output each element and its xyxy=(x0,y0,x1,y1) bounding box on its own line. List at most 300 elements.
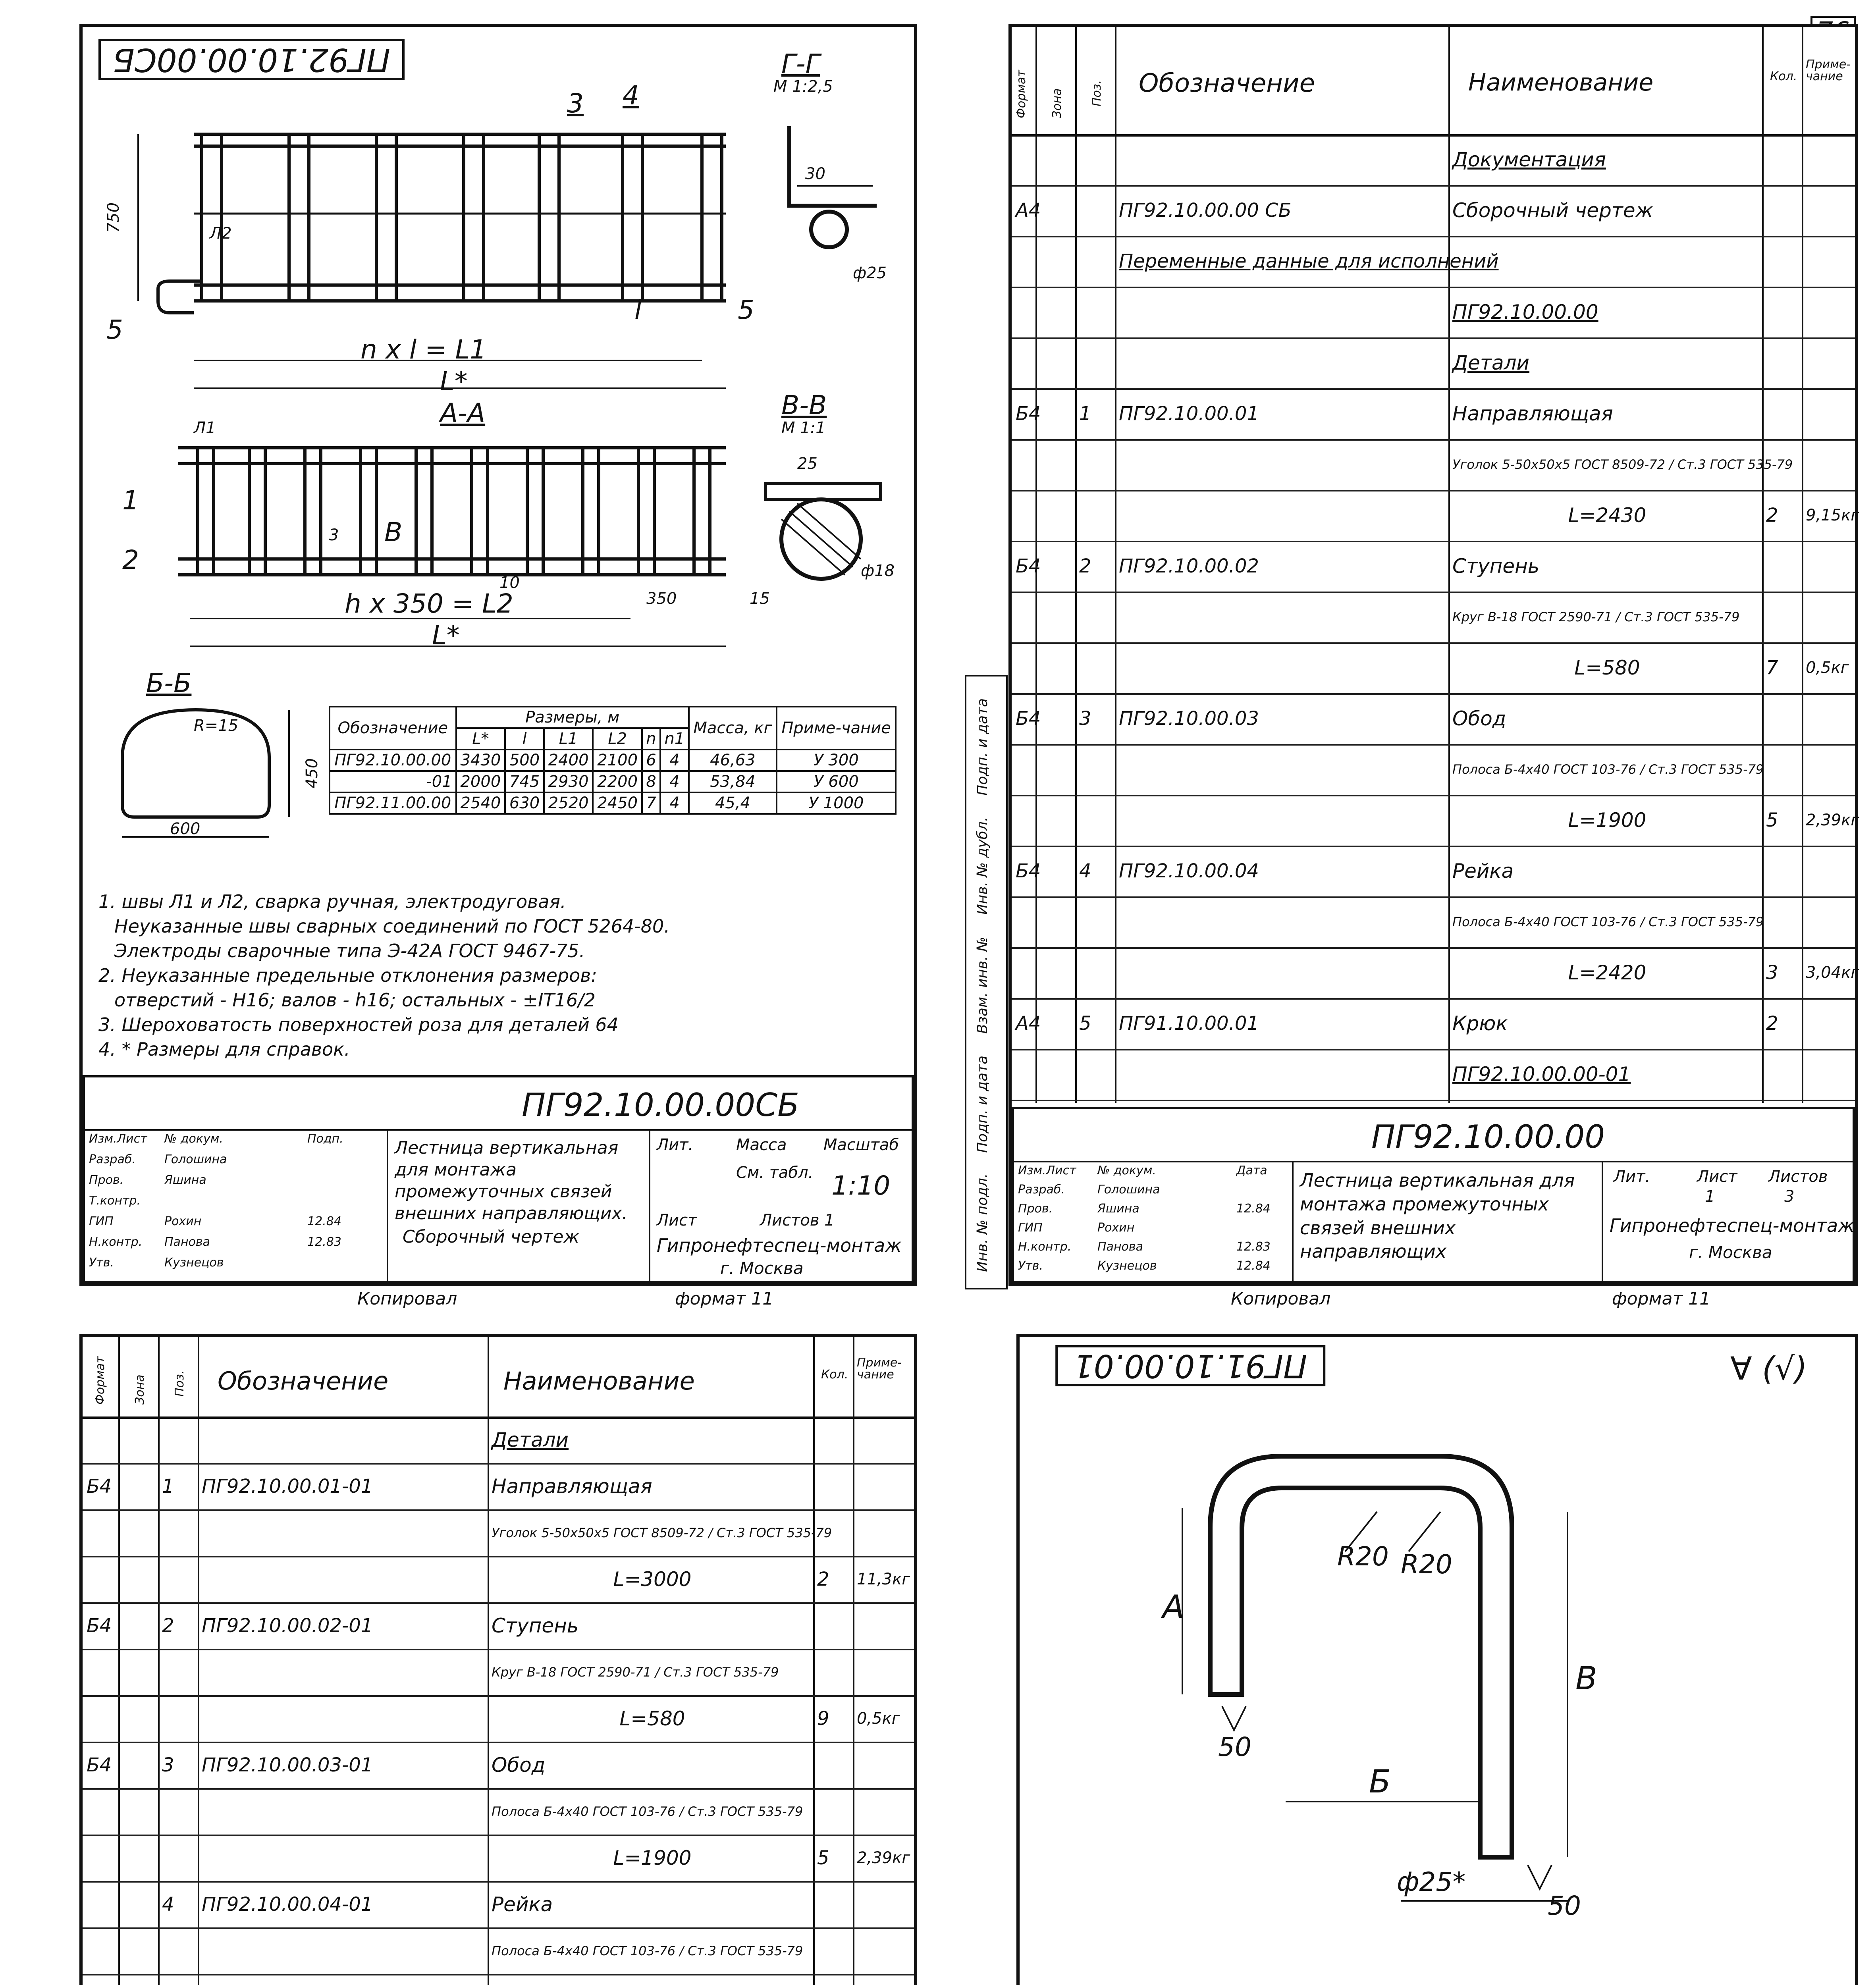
spec-cell xyxy=(1802,896,1855,947)
spec-cell xyxy=(1115,134,1448,185)
sheets-label: Листов 1 xyxy=(760,1211,835,1230)
spec-cell: ПГ91.10.00.01 xyxy=(1119,1012,1259,1035)
spec-cell: 2 xyxy=(162,1614,174,1637)
spec-cell: 1 xyxy=(162,1475,174,1497)
cell: У 1000 xyxy=(777,792,896,814)
spec-header xyxy=(83,1337,914,1419)
spec-cell xyxy=(1802,134,1855,185)
dim-v: В xyxy=(1575,1660,1597,1697)
spec-cell: А4 xyxy=(1016,1012,1041,1035)
spec-cell xyxy=(853,1974,914,1985)
title-name: Лестница вертикальная для монтажа промежуточных связей внешних направляющих xyxy=(1300,1170,1575,1262)
spec-row xyxy=(1012,693,1855,746)
spec-cell xyxy=(158,1416,198,1463)
spec-cell: 2 xyxy=(1766,504,1778,526)
spec-cell xyxy=(158,1788,198,1835)
spec-cell xyxy=(1075,287,1115,337)
date xyxy=(307,1174,343,1195)
spec-cell xyxy=(198,1835,488,1881)
spec-cell xyxy=(1012,592,1035,642)
spec-cell: Обод xyxy=(492,1753,546,1777)
spec-cell xyxy=(158,1974,198,1985)
note-line: Неуказанные швы сварных соединений по ГОСТ 5264-80. xyxy=(114,915,670,937)
spec-cell xyxy=(1075,134,1115,185)
dim-lstar: L* xyxy=(440,366,468,397)
spec-cell xyxy=(158,1835,198,1881)
spec-cell xyxy=(813,1416,853,1463)
mass-value: См. табл. xyxy=(736,1164,814,1182)
signature-block xyxy=(1018,1165,1076,1279)
spec-cell xyxy=(1075,1049,1115,1100)
spec-row xyxy=(1012,1049,1855,1101)
spec-cell xyxy=(1115,337,1448,388)
spec-cell xyxy=(198,1649,488,1695)
spec-cell: L=2420 xyxy=(1568,961,1647,984)
section-mark-3: 3 xyxy=(329,526,339,544)
role: ГИП xyxy=(1018,1221,1043,1235)
spec-body xyxy=(83,1416,914,1985)
spec-cell xyxy=(1762,541,1802,592)
radius-2: R20 xyxy=(1401,1549,1452,1580)
spec-cell xyxy=(853,1742,914,1788)
spec-row xyxy=(83,1695,914,1743)
pos-3-label: 3 xyxy=(567,88,584,119)
th-col: L2 xyxy=(593,728,642,750)
spec-cell xyxy=(1012,287,1035,337)
side-stamp-column xyxy=(965,675,1008,1289)
spec-row xyxy=(1012,287,1855,339)
cell: 53,84 xyxy=(689,771,777,792)
spec-cell: 2 xyxy=(1079,555,1091,577)
section-aa-label: А-А xyxy=(440,398,486,428)
spec-cell xyxy=(813,1649,853,1695)
spec-cell xyxy=(1802,592,1855,642)
dim-50-b: 50 xyxy=(1548,1891,1581,1921)
date xyxy=(307,1195,343,1216)
table-row xyxy=(330,771,896,792)
spec-row xyxy=(83,1742,914,1790)
cell: 4 xyxy=(660,771,689,792)
spec-row xyxy=(1012,642,1855,695)
section-mark-b: В xyxy=(384,517,403,547)
spec-cell xyxy=(1762,134,1802,185)
scale-value: 1:10 xyxy=(831,1170,891,1201)
note-line: 2. Неуказанные предельные отклонения размеров: xyxy=(98,965,597,986)
side-label: Инв. № дубл. xyxy=(974,817,991,915)
spec-cell xyxy=(1802,998,1855,1049)
spec-row xyxy=(1012,795,1859,847)
pos-1-label: 1 xyxy=(122,485,139,516)
spec-cell xyxy=(1075,592,1115,642)
dim-l: l xyxy=(634,295,642,325)
spec-cell: 3 xyxy=(1079,707,1091,730)
spec-header xyxy=(1012,27,1855,137)
dim-600: 600 xyxy=(170,820,201,838)
spec-cell xyxy=(83,1788,118,1835)
cell: 500 xyxy=(505,750,544,771)
sheet-hook-drawing xyxy=(1016,1334,1858,1985)
spec-cell: Рейка xyxy=(492,1892,553,1916)
spec-cell: ПГ92.10.00.03 xyxy=(1119,707,1259,730)
signature-names xyxy=(164,1133,227,1278)
spec-cell xyxy=(158,1649,198,1695)
th-col: L* xyxy=(456,728,505,750)
spec-row xyxy=(1012,896,1855,949)
spec-cell: 3,04кг xyxy=(1806,964,1859,982)
person: Рохин xyxy=(164,1214,202,1228)
note-line: Электроды сварочные типа Э-42А ГОСТ 9467-75. xyxy=(114,940,585,962)
spec-cell xyxy=(198,1788,488,1835)
date xyxy=(1236,1184,1271,1203)
spec-cell: L=3000 xyxy=(613,1567,692,1591)
spec-cell xyxy=(488,1974,813,1985)
spec-cell xyxy=(1075,947,1115,998)
spec-cell: 2 xyxy=(817,1568,829,1590)
spec-cell: ПГ92.10.00.00 СБ xyxy=(1119,199,1292,222)
spec-cell xyxy=(158,1695,198,1742)
dim-450: 450 xyxy=(303,758,322,789)
spec-cell xyxy=(1075,795,1115,846)
date: 12.84 xyxy=(1236,1259,1271,1273)
th-name: Наименование xyxy=(1468,69,1654,96)
spec-cell: ПГ92.10.00.00-01 xyxy=(1452,1063,1631,1086)
spec-cell xyxy=(1762,439,1802,490)
spec-row xyxy=(83,1463,914,1511)
spec-cell xyxy=(1115,642,1448,693)
roughness-symbol: ∀ (√) xyxy=(1730,1350,1807,1387)
spec-cell xyxy=(1012,439,1035,490)
spec-cell xyxy=(1012,236,1035,287)
spec-cell: ПГ92.10.00.03-01 xyxy=(202,1754,373,1776)
spec-cell: Рейка xyxy=(1452,860,1514,883)
note-line: 1. швы Л1 и Л2, сварка ручная, электродуговая. xyxy=(98,891,566,912)
th-mass: Масса, кг xyxy=(689,707,777,750)
spec-cell xyxy=(1802,693,1855,744)
spec-cell: Круг В-18 ГОСТ 2590-71 / Ст.3 ГОСТ 535-79 xyxy=(492,1664,779,1680)
spec-cell: Уголок 5-50x50x5 ГОСТ 8509-72 / Ст.3 ГОСТ 535-79 xyxy=(492,1525,832,1540)
spec-cell: 11,3кг xyxy=(857,1570,910,1588)
pos-4-label: 4 xyxy=(623,80,639,111)
spec-cell xyxy=(1115,1049,1448,1100)
role: Разраб. xyxy=(1018,1183,1065,1197)
date: 12.83 xyxy=(1236,1240,1271,1254)
spec-row xyxy=(83,1602,914,1650)
spec-cell: L=580 xyxy=(619,1707,685,1730)
th-sizes: Размеры, м xyxy=(456,707,689,728)
spec-cell: L=1900 xyxy=(613,1846,692,1869)
cell: ПГ92.10.00.00 xyxy=(330,750,456,771)
spec-cell: Б4 xyxy=(1016,707,1041,730)
scale-label: Масштаб xyxy=(823,1136,899,1154)
dim-25: 25 xyxy=(797,455,817,473)
spec-cell xyxy=(198,1509,488,1556)
th-note: Приме-чание xyxy=(777,707,896,750)
spec-cell xyxy=(1012,744,1035,795)
spec-row xyxy=(83,1509,914,1557)
spec-cell xyxy=(853,1881,914,1927)
role: Пров. xyxy=(1018,1202,1053,1216)
spec-cell xyxy=(1115,744,1448,795)
title-name: Лестница вертикальная для монтажа промежуточных связей внешних направляющих. xyxy=(395,1138,628,1224)
sheet-spec-2 xyxy=(79,1334,917,1985)
spec-cell xyxy=(1762,236,1802,287)
spec-row xyxy=(1012,744,1855,796)
person xyxy=(164,1195,227,1216)
sheet-value: 1 xyxy=(1705,1187,1715,1206)
side-label: Инв. № подл. xyxy=(974,1173,991,1272)
spec-cell: Б4 xyxy=(87,1475,112,1497)
person: № докум. xyxy=(164,1132,223,1146)
role: Н.контр. xyxy=(1018,1240,1072,1254)
title-block xyxy=(1012,1107,1855,1283)
role: ГИП xyxy=(89,1214,114,1228)
spec-cell xyxy=(1802,185,1855,236)
person: Кузнецов xyxy=(1097,1259,1157,1273)
spec-cell: 3 xyxy=(162,1754,174,1776)
spec-cell xyxy=(1762,693,1802,744)
spec-cell xyxy=(83,1927,118,1974)
th-col: n1 xyxy=(660,728,689,750)
org-name: Гипронефтеспец-монтаж xyxy=(657,1235,902,1256)
spec-cell xyxy=(1012,795,1035,846)
spec-row xyxy=(1012,185,1855,237)
dim-radius: R=15 xyxy=(194,717,239,735)
spec-row xyxy=(1012,998,1855,1050)
dim-d25a: ф25 xyxy=(853,264,887,282)
spec-cell xyxy=(813,1788,853,1835)
lit-label: Лит. xyxy=(1614,1168,1650,1186)
spec-cell: Сборочный чертеж xyxy=(1452,199,1653,222)
spec-cell xyxy=(1762,185,1802,236)
spec-cell: ПГ92.10.00.01 xyxy=(1119,403,1259,425)
dim-5: 5 xyxy=(738,295,754,325)
person: Панова xyxy=(1097,1240,1143,1254)
spec-cell xyxy=(1115,947,1448,998)
technical-notes xyxy=(98,892,670,1058)
pos-5-label: 5 xyxy=(106,314,123,345)
spec-cell xyxy=(1075,642,1115,693)
person: Кузнецов xyxy=(164,1256,224,1270)
spec-cell: ПГ92.10.00.02-01 xyxy=(202,1614,373,1637)
spec-cell: L=1900 xyxy=(1568,809,1647,832)
spec-cell xyxy=(83,1695,118,1742)
th-format: Формат xyxy=(1014,70,1028,118)
dim-50-a: 50 xyxy=(1218,1732,1251,1762)
spec-cell: Б4 xyxy=(87,1754,112,1776)
cell: -01 xyxy=(330,771,456,792)
cell: 2450 xyxy=(593,792,642,814)
table-row xyxy=(330,750,896,771)
sheets-label: Листов xyxy=(1768,1168,1828,1186)
spec-cell xyxy=(853,1602,914,1649)
spec-cell: 5 xyxy=(1766,809,1778,831)
spec-cell xyxy=(813,1974,853,1985)
cell: 2200 xyxy=(593,771,642,792)
spec-row xyxy=(83,1416,914,1465)
spec-cell xyxy=(83,1416,118,1463)
spec-cell xyxy=(1075,744,1115,795)
spec-cell: 2,39кг xyxy=(857,1848,910,1867)
th-col: L1 xyxy=(544,728,593,750)
spec-cell xyxy=(1802,236,1855,287)
dim-phi: ф25* xyxy=(1397,1867,1466,1897)
spec-cell xyxy=(83,1835,118,1881)
spec-cell: ПГ92.10.00.02 xyxy=(1119,555,1259,577)
spec-row xyxy=(1012,236,1855,288)
dim-750: 750 xyxy=(104,202,123,233)
spec-cell xyxy=(1075,490,1115,541)
side-label: Подп. и дата xyxy=(974,1055,991,1153)
side-label: Подп. и дата xyxy=(974,698,991,796)
dim-lstar2: L* xyxy=(432,620,460,651)
spec-cell: Направляющая xyxy=(1452,402,1613,425)
spec-cell: 0,5кг xyxy=(1806,659,1849,677)
cell: 630 xyxy=(505,792,544,814)
cell: 46,63 xyxy=(689,750,777,771)
dim-b: Б xyxy=(1369,1763,1391,1800)
signature-dates xyxy=(307,1133,343,1278)
person: № докум. xyxy=(1097,1164,1156,1178)
cell: 45,4 xyxy=(689,792,777,814)
spec-cell: Б4 xyxy=(87,1614,112,1637)
org-city: г. Москва xyxy=(720,1258,804,1278)
spec-cell xyxy=(1762,896,1802,947)
date: Дата xyxy=(1236,1164,1267,1178)
spec-cell: 5 xyxy=(817,1846,829,1869)
spec-row xyxy=(1012,541,1855,593)
date xyxy=(1236,1222,1271,1241)
sheets-value: 3 xyxy=(1784,1187,1795,1206)
spec-cell xyxy=(1115,439,1448,490)
spec-cell xyxy=(1012,1049,1035,1100)
spec-cell xyxy=(813,1742,853,1788)
spec-cell xyxy=(1075,896,1115,947)
spec-cell xyxy=(1075,337,1115,388)
spec-cell xyxy=(83,1881,118,1927)
spec-cell: 0,5кг xyxy=(857,1709,900,1728)
dim-d18: ф18 xyxy=(861,562,895,580)
spec-cell xyxy=(1115,287,1448,337)
spec-cell xyxy=(813,1927,853,1974)
footer-format-1: формат 11 xyxy=(675,1289,774,1309)
cell: 2400 xyxy=(544,750,593,771)
radius-1: R20 xyxy=(1337,1541,1389,1572)
spec-cell xyxy=(1012,134,1035,185)
spec-cell: ПГ92.10.00.04-01 xyxy=(202,1893,373,1916)
sheet-spec-1 xyxy=(1008,24,1858,1286)
cell: 8 xyxy=(642,771,660,792)
spec-cell xyxy=(198,1556,488,1602)
dim-350: 350 xyxy=(646,590,677,608)
spec-row xyxy=(83,1556,914,1604)
spec-row xyxy=(1012,439,1855,491)
spec-cell: Полоса Б-4x40 ГОСТ 103-76 / Ст.3 ГОСТ 535-79 xyxy=(1452,914,1764,929)
spec-cell xyxy=(1762,287,1802,337)
th-col: l xyxy=(505,728,544,750)
spec-cell xyxy=(158,1556,198,1602)
spec-cell: Крюк xyxy=(1452,1012,1508,1035)
spec-cell: Б4 xyxy=(1016,403,1041,425)
spec-cell: Детали xyxy=(1452,351,1530,374)
spec-cell xyxy=(158,1509,198,1556)
spec-cell: Круг В-18 ГОСТ 2590-71 / Ст.3 ГОСТ 535-79 xyxy=(1452,609,1740,624)
sheet-label: Лист xyxy=(1697,1168,1737,1186)
spec-cell: ПГ92.10.00.04 xyxy=(1119,860,1259,882)
spec-cell: 9 xyxy=(817,1707,829,1730)
spec-cell: ПГ92.10.00.00 xyxy=(1452,301,1598,324)
person: Голошина xyxy=(164,1152,227,1166)
cell: 2540 xyxy=(456,792,505,814)
role: Изм.Лист xyxy=(1018,1164,1076,1178)
spec-cell xyxy=(198,1974,488,1985)
footer-format-2: формат 11 xyxy=(1612,1289,1711,1309)
spec-cell xyxy=(1075,439,1115,490)
role: Пров. xyxy=(89,1173,124,1187)
spec-cell xyxy=(1012,896,1035,947)
date xyxy=(307,1154,343,1174)
dim-a: А xyxy=(1163,1588,1184,1625)
spec-cell: L=580 xyxy=(1574,656,1640,679)
weld-l1: Л1 xyxy=(194,419,216,437)
spec-cell: 2,39кг xyxy=(1806,811,1859,829)
spec-cell xyxy=(1762,846,1802,896)
th-designation: Обозначение xyxy=(218,1366,389,1395)
spec-row xyxy=(83,1881,914,1929)
cell: 2100 xyxy=(593,750,642,771)
note-line: 3. Шероховатость поверхностей роза для деталей 64 xyxy=(98,1014,619,1035)
footer-copied-2: Копировал xyxy=(1231,1289,1331,1309)
spec-body xyxy=(1012,134,1859,1103)
spec-cell xyxy=(1115,896,1448,947)
spec-cell: Ступень xyxy=(1452,555,1540,578)
spec-row xyxy=(1012,134,1855,187)
spec-row xyxy=(1012,490,1859,542)
spec-row xyxy=(83,1974,914,1985)
spec-row xyxy=(1012,592,1855,644)
spec-cell: Уголок 5-50x50x5 ГОСТ 8509-72 / Ст.3 ГОСТ 535-79 xyxy=(1452,457,1793,472)
dim-nl: n x l = L1 xyxy=(361,334,487,365)
cell: 3430 xyxy=(456,750,505,771)
mass-label: Масса xyxy=(736,1136,787,1154)
footer-copied-1: Копировал xyxy=(357,1289,457,1309)
spec-cell xyxy=(1012,490,1035,541)
spec-cell: Б4 xyxy=(1016,555,1041,577)
cell: 4 xyxy=(660,792,689,814)
signature-dates xyxy=(1236,1165,1271,1279)
th-name: Наименование xyxy=(503,1366,695,1395)
person: Панова xyxy=(164,1235,210,1249)
dim-10: 10 xyxy=(499,574,520,592)
side-label: Взам. инв. № xyxy=(974,937,991,1034)
spec-cell: 4 xyxy=(162,1893,174,1916)
spec-cell: Направляющая xyxy=(492,1474,652,1498)
spec-cell xyxy=(1115,490,1448,541)
spec-row xyxy=(83,1649,914,1697)
th-zone: Зона xyxy=(1050,88,1064,118)
person: Голошина xyxy=(1097,1183,1160,1197)
role: Разраб. xyxy=(89,1152,136,1166)
th-designation: Обозначение xyxy=(330,707,456,750)
spec-cell xyxy=(1762,388,1802,439)
cell: 2930 xyxy=(544,771,593,792)
spec-row xyxy=(1012,337,1855,390)
spec-cell xyxy=(1802,439,1855,490)
weld-l2: Л2 xyxy=(210,224,232,243)
dim-30: 30 xyxy=(805,165,825,183)
spec-cell xyxy=(853,1927,914,1974)
spec-cell xyxy=(1012,337,1035,388)
table-row xyxy=(330,792,896,814)
